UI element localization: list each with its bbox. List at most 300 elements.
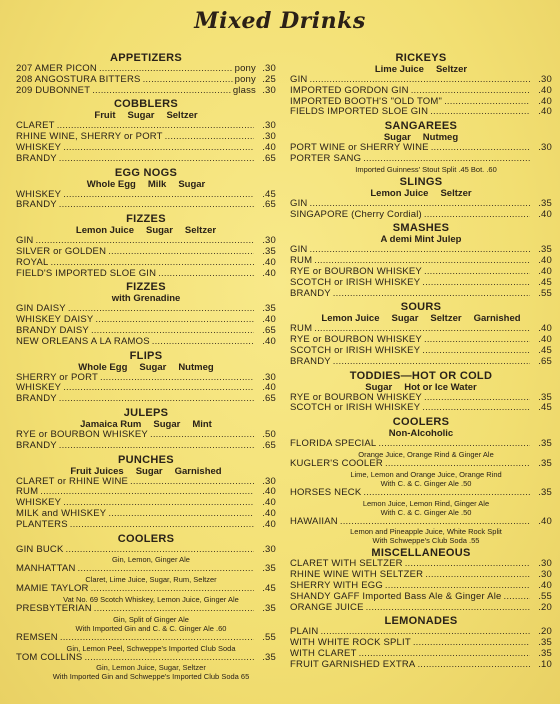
menu-item	[290, 199, 552, 210]
menu-section	[16, 167, 276, 212]
item-note: Lemon Juice, Lemon Rind, Ginger Ale	[362, 498, 490, 508]
leader-dots	[413, 638, 530, 649]
item-note: With C. & C. Ginger Ale .50	[380, 478, 472, 488]
section-title: SLINGS	[399, 175, 443, 188]
leader-dots	[422, 346, 530, 357]
section-title: APPETIZERS	[109, 52, 183, 64]
menu-item	[290, 107, 552, 118]
section-title: COBBLERS	[113, 98, 179, 111]
item-name: RHINE WINE, SHERRY or PORT	[16, 131, 163, 143]
leader-dots	[130, 477, 254, 488]
menu-item	[290, 278, 552, 289]
item-price: .40	[262, 382, 276, 394]
ingredient-label: Nutmeg	[178, 361, 214, 373]
item-name: ROYAL	[16, 256, 49, 268]
item-price: .30	[262, 543, 276, 555]
ingredient-label: Seltzer	[440, 187, 472, 199]
leader-dots	[143, 75, 233, 86]
item-name: GIN	[290, 74, 308, 85]
item-note: Gin, Lemon, Ginger Ale	[112, 555, 190, 565]
section-title: TODDIES—HOT OR COLD	[349, 369, 493, 382]
leader-dots	[66, 545, 254, 556]
item-price: .30	[538, 558, 552, 570]
ingredient-label: Sugar	[145, 225, 173, 237]
page-title: Mixed Drinks	[194, 8, 366, 34]
section-title: COOLERS	[392, 416, 450, 429]
leader-dots	[51, 258, 254, 269]
section-ingredients	[16, 362, 276, 373]
leader-dots	[363, 488, 530, 499]
item-price: .35	[538, 391, 552, 403]
item-price: .30	[262, 63, 276, 74]
item-name: PRESBYTERIAN	[16, 602, 92, 614]
menu-item	[290, 357, 552, 368]
item-note: Orange Juice, Orange Rind & Ginger Ale	[358, 449, 494, 459]
ingredient-label: Seltzer	[435, 64, 468, 75]
leader-dots	[68, 304, 254, 315]
leader-dots	[63, 383, 254, 394]
item-price: .40	[262, 518, 276, 530]
ingredient-label: Milk	[147, 178, 167, 190]
menu-item	[16, 258, 276, 269]
item-name: PORT WINE or SHERRY WINE	[290, 142, 429, 154]
item-price: .40	[262, 486, 276, 498]
menu-item	[290, 459, 552, 470]
item-name: BRANDY	[16, 439, 57, 451]
item-price: .25	[262, 73, 276, 85]
item-price: .35	[262, 563, 276, 575]
item-name: WHISKEY	[16, 382, 62, 394]
leader-dots	[310, 245, 531, 256]
menu-item	[16, 337, 276, 348]
section-ingredients	[290, 64, 552, 75]
menu-item	[16, 75, 276, 86]
leader-dots	[333, 289, 530, 300]
item-name: RHINE WINE WITH SELTZER	[290, 569, 424, 581]
item-name: RUM	[16, 486, 39, 498]
ingredient-label: Whole Egg	[78, 361, 128, 373]
leader-dots	[70, 520, 254, 531]
section-title: EGG NOGS	[114, 166, 178, 179]
item-note: With Imported Gin and Schweppe's Imported Club Soda 65	[52, 672, 250, 682]
leader-dots	[59, 200, 254, 211]
item-name: FIELD'S IMPORTED SLOE GIN	[16, 267, 157, 279]
section-title: FIZZES	[126, 281, 166, 294]
item-name: GIN	[16, 235, 34, 247]
leader-dots	[417, 660, 530, 671]
item-price: .40	[538, 323, 552, 335]
section-title: PUNCHES	[118, 453, 174, 466]
leader-dots	[431, 143, 530, 154]
item-price: .30	[262, 475, 276, 487]
item-name: PLAIN	[290, 626, 319, 638]
item-price: .30	[538, 569, 552, 581]
menu-section	[16, 213, 276, 279]
item-price: .20	[538, 601, 552, 613]
item-price: .40	[538, 515, 552, 527]
leader-dots	[378, 439, 530, 450]
item-price: .65	[262, 393, 276, 405]
section-title: RICKEYS	[395, 52, 447, 64]
ingredient-label: with Grenadine	[111, 293, 181, 305]
item-name: SINGAPORE (Cherry Cordial)	[290, 208, 422, 220]
menu-section	[290, 176, 552, 221]
menu-section	[290, 416, 552, 545]
ingredient-label: Sugar	[127, 110, 155, 122]
item-name: WHISKEY	[16, 141, 62, 153]
ingredient-label: Mint	[192, 418, 212, 430]
item-name: PORTER SANG	[290, 152, 362, 164]
item-name: IMPORTED BOOTH'S "OLD TOM"	[290, 95, 443, 107]
leader-dots	[425, 570, 530, 581]
item-name: RYE or BOURBON WHISKEY	[290, 265, 422, 277]
item-price: .35	[538, 486, 552, 498]
item-name: FIELDS IMPORTED SLOE GIN	[290, 106, 429, 118]
leader-dots	[150, 430, 254, 441]
leader-dots	[59, 154, 254, 165]
menu-section	[16, 98, 276, 164]
item-name: SHANDY GAFF Imported Bass Ale & Ginger Ale	[290, 590, 502, 602]
leader-dots	[424, 335, 530, 346]
item-price: .40	[538, 255, 552, 267]
menu-section	[290, 615, 552, 670]
item-name: TOM COLLINS	[16, 651, 83, 663]
item-price: .30	[538, 74, 552, 85]
left-column	[16, 50, 276, 683]
item-name: GIN BUCK	[16, 543, 64, 555]
ingredient-label: Sugar	[383, 132, 411, 144]
item-price: .10	[538, 658, 552, 670]
ingredient-label: Garnished	[174, 465, 222, 477]
item-price: .20	[538, 626, 552, 638]
item-name: CLARET WITH SELTZER	[290, 558, 403, 570]
section-title: JULEPS	[123, 406, 169, 419]
menu-item	[16, 200, 276, 211]
leader-dots	[91, 584, 254, 595]
ingredient-label: Sugar	[178, 178, 206, 190]
ingredient-label: Sugar	[153, 418, 181, 430]
section-title: SMASHES	[392, 222, 450, 235]
ingredient-label: Sugar	[391, 313, 419, 325]
leader-dots	[60, 633, 254, 644]
item-price: .40	[262, 507, 276, 519]
item-price: .40	[262, 497, 276, 509]
item-unit: glass	[232, 84, 256, 96]
ingredient-label: Lemon Juice	[321, 313, 380, 325]
leader-dots	[95, 315, 254, 326]
leader-dots	[59, 394, 254, 405]
menu-item	[290, 660, 552, 671]
item-price: .35	[538, 637, 552, 649]
section-ingredients	[16, 110, 276, 121]
item-name: KUGLER'S COOLER	[290, 457, 383, 469]
menu-item	[16, 269, 276, 280]
item-name: WHISKEY DAISY	[16, 314, 94, 326]
item-note: With Imported Gin and C. & C. Ginger Ale .60	[75, 623, 227, 633]
ingredient-label: Fruit	[94, 110, 116, 122]
item-name: ORANGE JUICE	[290, 601, 364, 613]
item-price: .40	[262, 314, 276, 326]
leader-dots	[366, 603, 530, 614]
menu-item	[16, 564, 276, 575]
menu-item	[290, 154, 552, 165]
menu-section	[16, 533, 276, 682]
item-price: .30	[262, 131, 276, 143]
leader-dots	[152, 337, 254, 348]
ingredient-label: Seltzer	[430, 313, 462, 325]
leader-dots	[108, 509, 254, 520]
section-title: SANGAREES	[384, 120, 458, 133]
item-price: .45	[262, 583, 276, 595]
leader-dots	[310, 199, 531, 210]
item-name: HAWAIIAN	[290, 515, 338, 527]
item-name: GIN	[290, 197, 308, 209]
leader-dots	[340, 517, 530, 528]
item-name: SCOTCH or IRISH WHISKEY	[290, 402, 421, 414]
item-price: .65	[262, 439, 276, 451]
menu-item	[290, 488, 552, 499]
ingredient-label: Lime Juice	[374, 64, 424, 75]
menu-section	[290, 222, 552, 299]
menu-section	[16, 407, 276, 452]
leader-dots	[424, 393, 530, 404]
item-name: GIN	[290, 244, 308, 256]
item-name: RYE or BOURBON WHISKEY	[290, 391, 422, 403]
menu-section	[16, 350, 276, 405]
item-price: .40	[262, 141, 276, 153]
item-price: .50	[262, 428, 276, 440]
item-price: .40	[538, 334, 552, 346]
menu-item	[290, 210, 552, 221]
menu-section	[290, 52, 552, 118]
item-note: With Schweppe's Club Soda .55	[372, 536, 480, 546]
item-note: Claret, Lime Juice, Sugar, Rum, Seltzer	[85, 575, 217, 585]
item-name: RYE or BOURBON WHISKEY	[290, 334, 422, 346]
item-price: .35	[262, 303, 276, 315]
item-name: WITH WHITE ROCK SPLIT	[290, 637, 411, 649]
item-name: SILVER or GOLDEN	[16, 245, 107, 257]
section-title: FLIPS	[129, 349, 163, 362]
item-price: .40	[538, 106, 552, 118]
item-price: .45	[262, 188, 276, 200]
item-name: BRANDY DAISY	[16, 324, 89, 336]
leader-dots	[63, 143, 254, 154]
item-note: Gin, Lemon Peel, Schweppe's Imported Club Soda	[66, 643, 236, 653]
ingredient-label: Nutmeg	[422, 132, 459, 144]
item-price: .55	[538, 590, 552, 602]
item-note: Vat No. 69 Scotch Whiskey, Lemon Juice, Ginger Ale	[63, 594, 239, 604]
item-note: Imported Guinness' Stout Split .45 Bot. .60	[355, 164, 497, 174]
item-price: .30	[262, 84, 276, 96]
item-name: BRANDY	[290, 287, 331, 299]
item-price: .45	[538, 344, 552, 356]
item-name: 209 DUBONNET	[16, 84, 91, 96]
item-name: MAMIE TAYLOR	[16, 583, 89, 595]
item-price: .30	[538, 142, 552, 154]
item-name: MANHATTAN	[16, 563, 76, 575]
leader-dots	[165, 132, 254, 143]
leader-dots	[363, 154, 530, 165]
menu-item	[16, 653, 276, 664]
item-name: SCOTCH or IRISH WHISKEY	[290, 344, 421, 356]
item-name: SCOTCH or IRISH WHISKEY	[290, 276, 421, 288]
menu-item	[290, 245, 552, 256]
section-ingredients	[290, 313, 552, 324]
leader-dots	[385, 459, 530, 470]
item-price: .40	[262, 335, 276, 347]
ingredient-label: Lemon Juice	[75, 225, 134, 237]
leader-dots	[411, 86, 530, 97]
menu-item	[16, 545, 276, 556]
leader-dots	[405, 559, 530, 570]
leader-dots	[63, 190, 254, 201]
item-price: .40	[538, 84, 552, 96]
section-ingredients	[16, 466, 276, 477]
item-price: .30	[262, 235, 276, 247]
item-name: BRANDY	[290, 355, 331, 367]
section-ingredients	[290, 382, 552, 393]
leader-dots	[424, 210, 530, 221]
section-ingredients	[290, 234, 552, 245]
leader-dots	[158, 269, 254, 280]
item-price: .40	[538, 579, 552, 591]
item-note: Gin, Split of Ginger Ale	[113, 614, 189, 624]
section-ingredients	[290, 188, 552, 199]
item-price: .45	[538, 276, 552, 288]
item-price: .35	[538, 457, 552, 469]
ingredient-label: Lemon Juice	[370, 187, 429, 199]
ingredient-label: Whole Egg	[86, 178, 136, 190]
ingredient-label: Sugar	[135, 465, 163, 477]
section-title: COOLERS	[117, 532, 175, 545]
section-ingredients	[16, 179, 276, 190]
leader-dots	[430, 107, 530, 118]
menu-item	[290, 517, 552, 528]
item-name: BRANDY	[16, 393, 57, 405]
leader-dots	[92, 86, 231, 97]
menu-item	[290, 289, 552, 300]
item-price: .65	[262, 199, 276, 211]
menu-item	[290, 439, 552, 450]
item-price: .55	[262, 631, 276, 643]
menu-item	[290, 86, 552, 97]
right-column	[290, 50, 552, 673]
menu-section	[16, 454, 276, 531]
item-price: .40	[538, 208, 552, 220]
menu-item	[16, 633, 276, 644]
item-name: CLARET	[16, 120, 55, 132]
item-unit: pony	[234, 63, 256, 74]
item-price: .40	[538, 265, 552, 277]
item-price: .35	[262, 245, 276, 257]
item-name: WITH CLARET	[290, 647, 357, 659]
menu-item	[16, 584, 276, 595]
menu-item	[290, 603, 552, 614]
item-price: .65	[262, 152, 276, 164]
item-price: .40	[262, 267, 276, 279]
leader-dots	[78, 564, 254, 575]
ingredient-label: Seltzer	[166, 110, 198, 122]
item-name: PLANTERS	[16, 518, 68, 530]
item-note: With C. & C. Ginger Ale .50	[380, 507, 472, 517]
section-ingredients	[16, 225, 276, 236]
item-name: BRANDY	[16, 199, 57, 211]
section-title: LEMONADES	[384, 615, 458, 628]
menu-section	[290, 301, 552, 367]
item-name: RUM	[290, 323, 313, 335]
leader-dots	[424, 267, 530, 278]
item-name: IMPORTED GORDON GIN	[290, 84, 409, 96]
ingredient-label: Fruit Juices	[70, 465, 124, 477]
item-name: 207 AMER PICON	[16, 63, 97, 74]
leader-dots	[40, 487, 254, 498]
menu-section	[290, 370, 552, 415]
item-price: .40	[538, 95, 552, 107]
leader-dots	[422, 403, 530, 414]
leader-dots	[444, 97, 530, 108]
item-name: WHISKEY	[16, 188, 62, 200]
leader-dots	[333, 357, 530, 368]
leader-dots	[422, 278, 530, 289]
item-name: CLARET or RHINE WINE	[16, 475, 129, 487]
item-name: SHERRY or PORT	[16, 371, 98, 383]
item-name: WHISKEY	[16, 497, 62, 509]
section-title: MISCELLANEOUS	[371, 547, 471, 560]
item-note: Lemon and Pineapple Juice, White Rock Split	[350, 527, 502, 537]
ingredient-label: Jamaica Rum	[80, 418, 142, 430]
leader-dots	[94, 604, 254, 615]
menu-section	[16, 281, 276, 347]
item-name: GIN DAISY	[16, 303, 66, 315]
item-price: .30	[262, 120, 276, 132]
ingredient-label: Sugar	[139, 361, 167, 373]
menu-section	[290, 120, 552, 174]
menu-item	[16, 520, 276, 531]
item-price: .35	[538, 244, 552, 256]
item-price: .35	[262, 602, 276, 614]
item-name: NEW ORLEANS A LA RAMOS	[16, 335, 150, 347]
item-price: .40	[262, 256, 276, 268]
item-name: FLORIDA SPECIAL	[290, 438, 377, 450]
leader-dots	[100, 373, 254, 384]
menu-section	[290, 547, 552, 613]
ingredient-label: Sugar	[365, 381, 393, 393]
item-name: 208 ANGOSTURA BITTERS	[16, 73, 141, 85]
leader-dots	[59, 441, 254, 452]
menu-item	[290, 592, 552, 603]
menu-item	[16, 441, 276, 452]
item-name: RUM	[290, 255, 313, 267]
menu-item	[16, 604, 276, 615]
item-name: FRUIT GARNISHED EXTRA	[290, 658, 416, 670]
menu-item	[16, 154, 276, 165]
menu-item	[16, 477, 276, 488]
menu-item	[16, 247, 276, 258]
item-price: .30	[262, 371, 276, 383]
menu-item	[16, 394, 276, 405]
ingredient-label: Garnished	[473, 313, 521, 325]
section-title: SOURS	[400, 301, 442, 314]
item-price: .35	[538, 647, 552, 659]
item-note: Gin, Lemon Juice, Sugar, Seltzer	[96, 663, 206, 673]
ingredient-label: Seltzer	[184, 225, 217, 237]
ingredient-label: Hot or Ice Water	[404, 381, 477, 393]
item-price: .45	[538, 402, 552, 414]
item-name: SHERRY WITH EGG	[290, 579, 383, 591]
leader-dots	[504, 592, 531, 603]
item-note: Lime, Lemon and Orange Juice, Orange Rind	[350, 469, 502, 479]
menu-item	[16, 86, 276, 97]
